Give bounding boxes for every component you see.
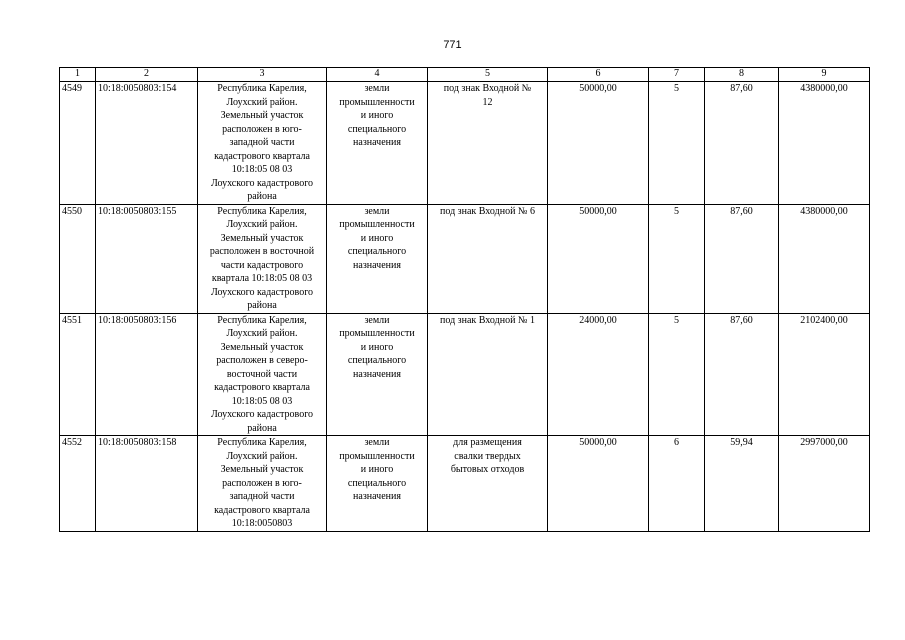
table-row	[60, 82, 870, 205]
land-registry-table	[59, 67, 870, 532]
location-cell	[198, 204, 327, 313]
cadastral-value: 2102400,00	[779, 313, 870, 436]
row-number: 4550	[60, 204, 96, 313]
row-number: 4551	[60, 313, 96, 436]
col-header-1: 1	[60, 68, 96, 82]
location-text: Республика Карелия, Лоухский район. Земельный участок расположен в юго- западной части кадастрового квартала 10:18:0050803	[214, 437, 310, 529]
table-row	[60, 436, 870, 532]
use-cell	[428, 313, 548, 436]
use-text: под знак Входной № 6	[440, 205, 535, 217]
location-cell	[198, 313, 327, 436]
row-number: 4552	[60, 436, 96, 532]
cadastral-value: 4380000,00	[779, 204, 870, 313]
use-cell	[428, 436, 548, 532]
use-text: для размещения свалки твердых бытовых отходов	[450, 437, 525, 475]
category-cell	[327, 313, 428, 436]
category-text: земли промышленности и иного специального назначения	[339, 205, 415, 271]
col-header-8: 8	[705, 68, 779, 82]
col-header-2: 2	[96, 68, 198, 82]
table-row	[60, 313, 870, 436]
cadastral-number: 10:18:0050803:155	[96, 204, 198, 313]
use-text: под знак Входной № 1	[440, 314, 535, 326]
col-header-9: 9	[779, 68, 870, 82]
col-header-6: 6	[548, 68, 649, 82]
category-text: земли промышленности и иного специального назначения	[339, 314, 415, 380]
location-text: Республика Карелия, Лоухский район. Земельный участок расположен в северо- восточной части кадастрового квартала 10:18:05 08 03 Лоухского кадастрового района	[210, 314, 314, 434]
cadastral-value: 2997000,00	[779, 436, 870, 532]
cadastral-number: 10:18:0050803:156	[96, 313, 198, 436]
row-number: 4549	[60, 82, 96, 205]
location-text: Республика Карелия, Лоухский район. Земельный участок расположен в юго- западной части кадастрового квартала 10:18:05 08 03 Лоухского кадастрового района	[210, 83, 314, 202]
page-number: 771	[443, 39, 462, 51]
area-value: 24000,00	[548, 313, 649, 436]
location-cell	[198, 82, 327, 205]
col-header-7: 7	[649, 68, 705, 82]
header-row	[60, 68, 870, 82]
col-header-4: 4	[327, 68, 428, 82]
category-cell	[327, 204, 428, 313]
area-value: 50000,00	[548, 436, 649, 532]
category-cell	[327, 436, 428, 532]
location-text: Республика Карелия, Лоухский район. Земельный участок расположен в восточной части кадастрового квартала 10:18:05 08 03 Лоухского кадастрового района	[209, 205, 315, 311]
area-value: 50000,00	[548, 204, 649, 313]
use-cell	[428, 82, 548, 205]
rate-value: 59,94	[705, 436, 779, 532]
col-header-3: 3	[198, 68, 327, 82]
category-cell	[327, 82, 428, 205]
cadastral-number: 10:18:0050803:154	[96, 82, 198, 205]
use-cell	[428, 204, 548, 313]
rate-value: 87,60	[705, 204, 779, 313]
table-row	[60, 204, 870, 313]
use-text: под знак Входной № 12	[443, 83, 532, 108]
cadastral-value: 4380000,00	[779, 82, 870, 205]
location-cell	[198, 436, 327, 532]
cadastral-number: 10:18:0050803:158	[96, 436, 198, 532]
rate-value: 87,60	[705, 313, 779, 436]
category-text: земли промышленности и иного специального назначения	[339, 83, 415, 148]
group-value: 5	[649, 313, 705, 436]
group-value: 6	[649, 436, 705, 532]
area-value: 50000,00	[548, 82, 649, 205]
col-header-5: 5	[428, 68, 548, 82]
group-value: 5	[649, 204, 705, 313]
group-value: 5	[649, 82, 705, 205]
rate-value: 87,60	[705, 82, 779, 205]
category-text: земли промышленности и иного специального назначения	[339, 437, 415, 502]
